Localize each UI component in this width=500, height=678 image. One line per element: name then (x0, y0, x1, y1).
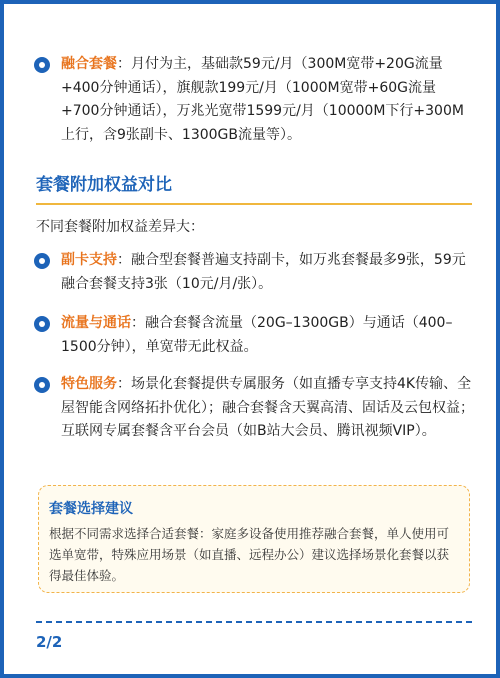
bullet-dot-icon (34, 377, 50, 393)
benefit-text (61, 249, 474, 296)
plans-label: 融合套餐 (61, 56, 117, 72)
benefit-label: 流量与通话 (61, 315, 131, 331)
benefit-label: 特色服务 (61, 376, 117, 392)
plans-bullet-text (61, 53, 474, 147)
benefit-bullet-secondary-card (34, 249, 474, 296)
plans-bullet (34, 53, 474, 147)
benefit-description: ：融合套餐含流量（20G–1300GB）与通话（400–1500分钟），单宽带无此权益。 (61, 315, 453, 355)
benefit-text (61, 312, 474, 359)
benefit-text (61, 373, 474, 444)
section-intro: 不同套餐附加权益差异大： (36, 219, 204, 235)
benefit-description: ：融合型套餐普遍支持副卡，如万兆套餐最多9张，59元融合套餐支持3张（10元/月/张）。 (61, 252, 466, 292)
plans-description: ：月付为主，基础款59元/月（300M宽带+20G流量+400分钟通话），旗舰款199元/月（1000M宽带+60G流量+700分钟通话），万兆光宽带1599元/月（10000M下行+300M上行，含9张副卡、1300GB流量等）。 (61, 56, 464, 143)
benefit-description: ：场景化套餐提供专属服务（如直播专享支持4K传输、全屋智能含网络拓扑优化）；融合套餐含天翼高清、固话及云包权益；互联网专属套餐含平台会员（如B站大会员、腾讯视频VIP）。 (61, 376, 474, 439)
tip-box (38, 485, 470, 593)
section-title: 套餐附加权益对比 (36, 175, 172, 195)
tip-body: 根据不同需求选择合适套餐：家庭多设备使用推荐融合套餐，单人使用可选单宽带，特殊应用场景（如直播、远程办公）建议选择场景化套餐以获得最佳体验。 (49, 526, 450, 583)
tip-title: 套餐选择建议 (49, 501, 133, 517)
benefit-bullet-data-calls (34, 312, 474, 359)
bullet-dot-icon (34, 57, 50, 73)
benefit-bullet-special-services (34, 373, 474, 444)
page-number: 2/2 (36, 633, 63, 651)
benefit-label: 副卡支持 (61, 252, 117, 268)
bullet-dot-icon (34, 316, 50, 332)
section-underline (36, 203, 472, 205)
bullet-dot-icon (34, 253, 50, 269)
footer-divider (36, 621, 472, 623)
